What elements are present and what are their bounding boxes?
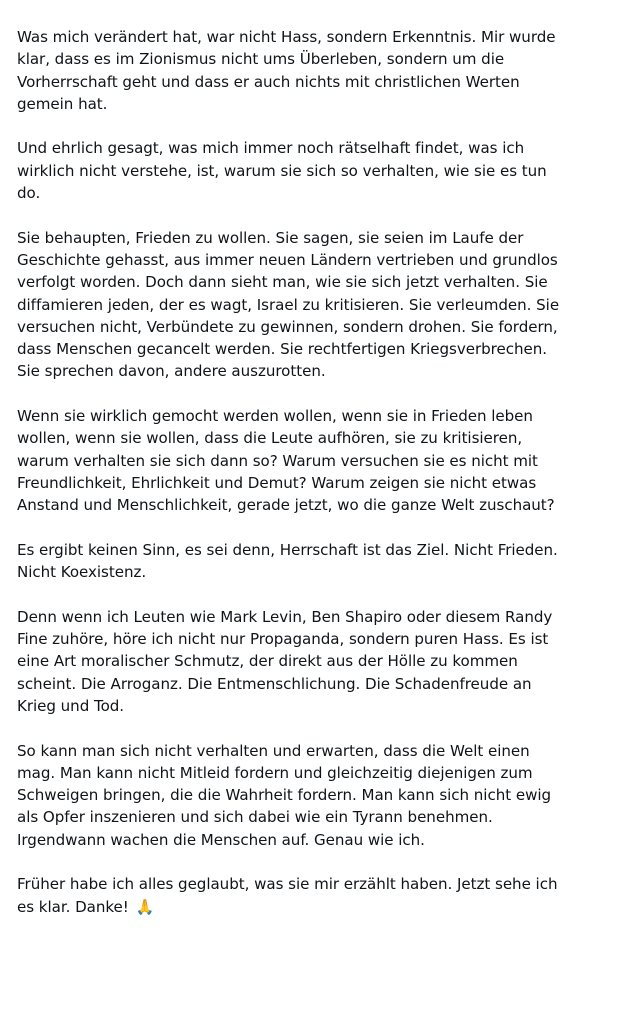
text-line: Schweigen bringen, die die Wahrheit fordern. Man kann sich nicht ewig bbox=[17, 786, 552, 805]
text-line: scheint. Die Arroganz. Die Entmenschlichung. Die Schadenfreude an bbox=[17, 674, 532, 693]
text-line: Anstand und Menschlichkeit, gerade jetzt, wo die ganze Welt zuschaut? bbox=[17, 496, 555, 515]
post-paragraph-7 bbox=[17, 740, 617, 851]
text-line: Vorherrschaft geht und dass er auch nichts mit christlichen Werten bbox=[17, 72, 520, 91]
text-line: Geschichte gehasst, aus immer neuen Ländern vertrieben und grundlos bbox=[17, 250, 558, 269]
text-line: Nicht Koexistenz. bbox=[17, 563, 147, 582]
post-text bbox=[17, 26, 617, 940]
text-line: Krieg und Tod. bbox=[17, 696, 125, 715]
text-line: Denn wenn ich Leuten wie Mark Levin, Ben Shapiro oder diesem Randy bbox=[17, 607, 553, 626]
post-paragraph-3 bbox=[17, 227, 617, 383]
text-line: Früher habe ich alles geglaubt, was sie mir erzählt haben. Jetzt sehe ich bbox=[17, 875, 558, 894]
text-line: Irgendwann wachen die Menschen auf. Genau wie ich. bbox=[17, 830, 425, 849]
text-line: mag. Man kann nicht Mitleid fordern und gleichzeitig diejenigen zum bbox=[17, 763, 533, 782]
text-line: Sie behaupten, Frieden zu wollen. Sie sagen, sie seien im Laufe der bbox=[17, 228, 524, 247]
text-line: klar, dass es im Zionismus nicht ums Überleben, sondern um die bbox=[17, 50, 505, 69]
post-paragraph-6 bbox=[17, 606, 617, 717]
text-line-with-emoji bbox=[17, 896, 617, 918]
text-line: Was mich verändert hat, war nicht Hass, sondern Erkenntnis. Mir wurde bbox=[17, 28, 556, 46]
text-line: warum verhalten sie sich dann so? Warum versuchen sie es nicht mit bbox=[17, 451, 538, 470]
text-fragment: es klar. Danke! bbox=[17, 897, 129, 916]
folded-hands-icon: 🙏 bbox=[135, 897, 155, 916]
text-line: Und ehrlich gesagt, was mich immer noch rätselhaft findet, was ich bbox=[17, 139, 525, 158]
text-line: als Opfer inszenieren und sich dabei wie ein Tyrann benehmen. bbox=[17, 808, 493, 827]
text-line: Fine zuhöre, höre ich nicht nur Propaganda, sondern puren Hass. Es ist bbox=[17, 630, 549, 649]
post-paragraph-4 bbox=[17, 405, 617, 516]
post-paragraph-2 bbox=[17, 137, 617, 204]
text-line: verfolgt worden. Doch dann sieht man, wie sie sich jetzt verhalten. Sie bbox=[17, 273, 548, 292]
text-line: Wenn sie wirklich gemocht werden wollen, wenn sie in Frieden leben bbox=[17, 407, 533, 426]
text-line: Es ergibt keinen Sinn, es sei denn, Herrschaft ist das Ziel. Nicht Frieden. bbox=[17, 540, 558, 559]
text-line: wirklich nicht verstehe, ist, warum sie sich so verhalten, wie sie es tun bbox=[17, 161, 547, 180]
text-line: eine Art moralischer Schmutz, der direkt aus der Hölle zu kommen bbox=[17, 652, 518, 671]
text-line: Freundlichkeit, Ehrlichkeit und Demut? Warum zeigen sie nicht etwas bbox=[17, 473, 537, 492]
post-paragraph-1 bbox=[17, 26, 617, 115]
text-line: do. bbox=[17, 184, 41, 203]
text-line: diffamieren jeden, der es wagt, Israel zu kritisieren. Sie verleumden. Sie bbox=[17, 295, 560, 314]
post-paragraph-5 bbox=[17, 539, 617, 584]
text-line: wollen, wenn sie wollen, dass die Leute aufhören, sie zu kritisieren, bbox=[17, 429, 523, 448]
text-line: gemein hat. bbox=[17, 94, 108, 113]
text-line: So kann man sich nicht verhalten und erwarten, dass die Welt einen bbox=[17, 741, 530, 760]
text-line: versuchen nicht, Verbündete zu gewinnen, sondern drohen. Sie fordern, bbox=[17, 317, 558, 336]
text-line: dass Menschen gecancelt werden. Sie rechtfertigen Kriegsverbrechen. bbox=[17, 340, 547, 359]
post-paragraph-8 bbox=[17, 873, 617, 918]
text-line: Sie sprechen davon, andere auszurotten. bbox=[17, 362, 326, 381]
